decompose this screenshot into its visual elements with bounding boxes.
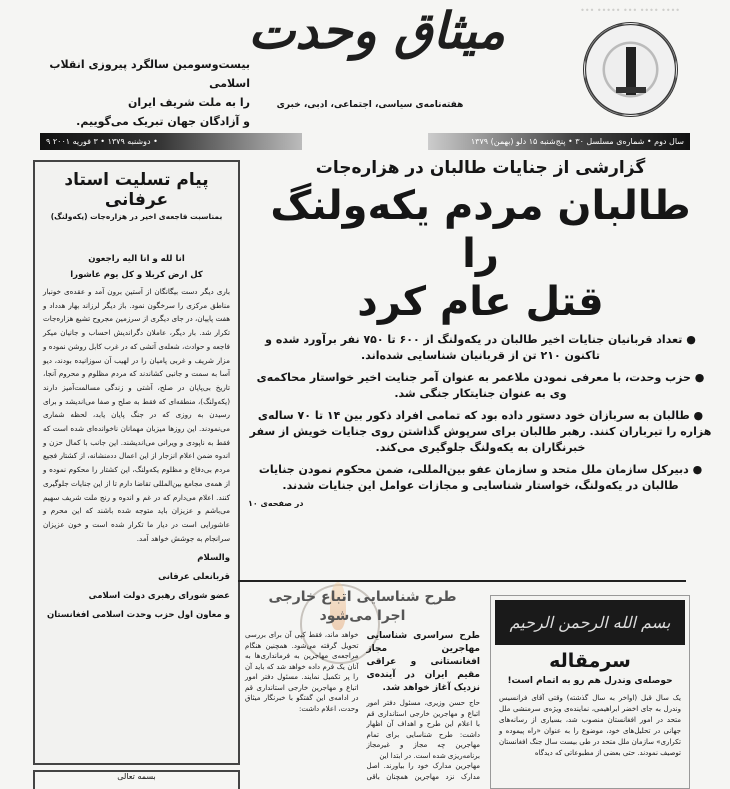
greeting-line: را به ملت شریف ایران (128, 96, 250, 109)
condolence-subtitle: بمناسبت فاجعه‌ی اخیر در هزاره‌جات (یکه‌ولنگ) (50, 212, 223, 221)
signature-line: قربانعلی عرفانی (158, 572, 230, 583)
masthead-subtitle: هفته‌نامه‌ی سیاسی، اجتماعی، ادبی، خبری (276, 100, 464, 110)
editorial-body: یک سال قبل (اواخر به سال گذشته) وقتی آقای فرانسیس وندرل به جای اخضر ابراهیمی، نماینده‌ی ویژه‌ی سرمنشی ملل متحد در امور افغانستان منصوب شد، بسیاری از رسانه‌های جهانی در تحلیل‌های خود، موضوع را به عنوان «راه پیموده و تکراری» سازمان ملل متحد در طی بیست سال جنگ افغانستان توصیف نمودند. حتی بعضی از مطبوعاتی که دیدگاه (499, 694, 681, 757)
second-story-body: حاج حسن وزیری، مسئول دفتر امور اتباع و مهاجرین خارجی استانداری قم با اعلام این طرح و اهداف آن اظهار داشت: طرح شناسایی برای تمام مهاجرین چه مجاز و غیرمجاز برنامه‌ریزی شده است. در ابتدا این (366, 699, 480, 760)
second-story-lead: طرح سراسری شناسایی مهاجرین مجاز افغانستانی و عراقی مقیم ایران در آینده‌ی نزدیک آغاز خواهد شد. (366, 631, 480, 693)
masthead-title: میثاق وحدت (248, 1, 505, 60)
condolence-verse: انا لله و انا الیه راجعون (88, 254, 185, 264)
lead-story-kicker: گزارشی از جنایات طالبان در هزاره‌جات (315, 158, 646, 178)
editorial-box (490, 595, 690, 789)
title-line: طرح شناسایی اتباع خارجی (268, 589, 457, 605)
emblem-logo (583, 22, 678, 117)
greeting-line: بیست‌و‌سومین سالگرد پیروزی انقلاب اسلامی (49, 58, 250, 90)
signature-line: و معاون اول حزب وحدت اسلامی افغانستان (46, 610, 230, 621)
second-story-columns (245, 630, 480, 787)
editorial-title: حوصله‌ی وندرل هم رو به اتمام است! (507, 676, 673, 686)
lead-bullet: ● طالبان به سربازان خود دستور داده بود که تمامی افراد ذکور بین ۱۴ تا ۷۰ ساله‌ی هزاره را تیرباران کنند. رهبر طالبان برای سرپوش گذاشتن روی جنایات خویش از سفر خبرنگاران به یکه‌ولنگ جلوگیری می‌کند. (249, 409, 712, 454)
lead-bullet: ● تعداد قربانیان جنایات اخیر طالبان در یکه‌ولنگ از ۶۰۰ تا ۷۵۰ نفر برآورد شده و تاکنون ۲۱۰ تن از قربانیان شناسایی شده‌اند. (265, 333, 696, 362)
headline-line: طالبان مردم یکه‌ولنگ را (270, 183, 691, 277)
continued-reference: در صفحه‌ی ۱۰ (248, 499, 304, 508)
second-story-title (245, 588, 480, 626)
faded-show-through-text: •••• •••• ••• ••••• ••• (580, 6, 680, 15)
bismillah-calligraphy-banner: بسم الله الرحمن الرحیم (495, 600, 685, 645)
editorial-label: سرمقاله (549, 650, 631, 672)
lead-story-headline (248, 182, 713, 326)
greeting-line: و آزادگان جهان تبریک می‌گوییم. (76, 115, 250, 128)
headline-line: قتل عام کرد (357, 279, 604, 325)
lead-story (248, 156, 713, 576)
lead-bullet: ● حزب وحدت، با معرفی نمودن ملاعمر به عنوان آمر جنایت اخیر خواستار محاکمه‌ی وی به عنوان جنایتکار جنگی شد. (256, 371, 705, 400)
signature-line: عضو شورای رهبری دولت اسلامی (88, 591, 230, 602)
condolence-signature (43, 549, 230, 625)
divider (238, 580, 686, 582)
condolence-title: پیام تسلیت استاد عرفانی (64, 170, 209, 210)
condolence-body: باری دیگر دست بیگانگان از آستین برون آمد و عقده‌ی خونبار مناطق مرکزی را سرخگون نمود. باز دیگر لرزاند بهار هدداد و هفت پاییان، در جای دیگری از سرزمین مجروح تشیع هزاره‌جات تکرار شد. بار دیگر، عاملان دگراندیش احساب و جانیان میکر فاجعه و حوادث، شعله‌ی آتشی که در غرب کابل روشن نموده و مزار شریف و غربی پامیان را در لهیب آن سوزانیده بودند، دیو آسا به سمت و جانبی کشاندند که مردم مظلوم و محروم آنجا، تاریخ بی‌پایان در صلح، آشتی و زندگی مسالمت‌آمیز دارند (یکه‌ولنگ)، منطقه‌ای که فقط به صلح و صفا می‌اندیشد و برای رسیدن به روزی که در جنگ پایان یابد، لحظه شماری می‌نمودند. این روزها میزبان مهمانان ناخوانده‌ای شده است که فقط به ناپودی و ویرانی می‌اندیشند. این جانب با کمال حزن و اندوه ضمن اعلام انزجار از این اعمال ددمنشانه، از کشتار فجیع مردم بی‌دفاع و مظلوم یکه‌ولنگ، این کشتار را محکوم نموده و از همه‌ی مجامع بین‌المللی تقاضا دارم تا از این جنایات جلوگیری کنند. اعلام می‌دارم که در غم و اندوه و رنج ملت شریف سهیم می‌باشم و عزیزان باید متوجه شده باشند که این محرم و عاشورایی است در دیار ما تکرار شده است و خون عزیزان سرانجام به جوشش خواهد آمد. (43, 287, 230, 543)
condolence-message-box (33, 160, 240, 765)
small-box-heading: بسمه تعالی (33, 770, 240, 789)
date-bar: ۹ دوشنبه ۱۳۷۹ • ۳ فوریه ۲۰۰۱ • (40, 133, 302, 150)
anniversary-greeting (30, 55, 250, 131)
lead-bullet: ● دبیرکل سازمان ملل متحد و سازمان عفو بین‌المللی، ضمن محکوم نمودن جنایات طالبان در یکه‌ولنگ، خواستار شناسایی و مجازات عوامل این جنایات شدند. (258, 463, 703, 492)
issue-info-bar: سال دوم • شماره‌ی مسلسل ۳۰ • پنج‌شنبه ۱۵ دلو (بهمن) ۱۳۷۹ (428, 133, 690, 150)
condolence-verse: کل ارض کربلا و کل یوم عاشورا (70, 270, 203, 280)
second-story-body: مهاجرین مدارک خود را بیاورند. اصل مدارک نزد مهاجرین همچنان باقی خواهد ماند، فقط کپی آن برای بررسی تحویل گرفته می‌شود. همچنین هنگام مراجعه‌ی مهاجرین به فرمانداری‌ها به آنان یک فرم داده خواهد شد که باید آن را پر تکمیل نمایند. مسئول دفتر امور اتباع و مهاجرین خارجی استانداری قم در ادامه‌ی این گفتگو با خبرنگار میثاق وحدت، اعلام داشت: (245, 631, 480, 781)
closing: والسلام (197, 553, 230, 564)
title-line: اجرا می‌شود (319, 608, 406, 624)
